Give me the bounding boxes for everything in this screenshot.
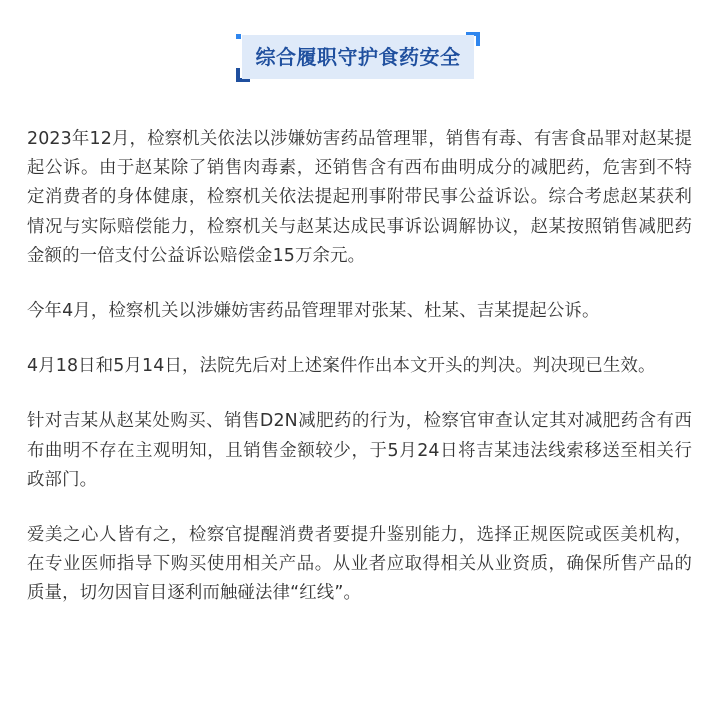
paragraph-judgment: 4月18日和5月14日，法院先后对上述案件作出本文开头的判决。判决现已生效。 (27, 356, 656, 377)
paragraph-reminder: 爱美之心人皆有之，检察官提醒消费者要提升鉴别能力，选择正规医院或医美机构，在专业医师指导下购买使用相关产品。从业者应取得相关从业资质，确保所售产品的质量，切勿因盲目逐利而触碰法律“红线”。 (27, 525, 692, 604)
corner-dot-top-left (236, 34, 241, 39)
article-body (27, 125, 692, 635)
paragraph-indictment-others: 今年4月，检察机关以涉嫌妨害药品管理罪对张某、杜某、吉某提起公诉。 (27, 301, 600, 322)
paragraph-indictment-zhao: 2023年12月，检察机关依法以涉嫌妨害药品管理罪，销售有毒、有害食品罪对赵某提起公诉。由于赵某除了销售肉毒素，还销售含有西布曲明成分的减肥药，危害到不特定消费者的身体健康，检察机关依法提起刑事附带民事公益诉讼。综合考虑赵某获利情况与实际赔偿能力，检察机关与赵某达成民事诉讼调解协议，赵某按照销售减肥药金额的一倍支付公益诉讼赔偿金15万余元。 (27, 129, 692, 266)
paragraph-ji-transfer: 针对吉某从赵某处购买、销售D2N减肥药的行为，检察官审查认定其对减肥药含有西布曲明不存在主观明知，且销售金额较少，于5月24日将吉某违法线索移送至相关行政部门。 (27, 411, 692, 490)
section-title: 综合履职守护食药安全 (242, 35, 474, 79)
section-title-banner (236, 32, 480, 82)
